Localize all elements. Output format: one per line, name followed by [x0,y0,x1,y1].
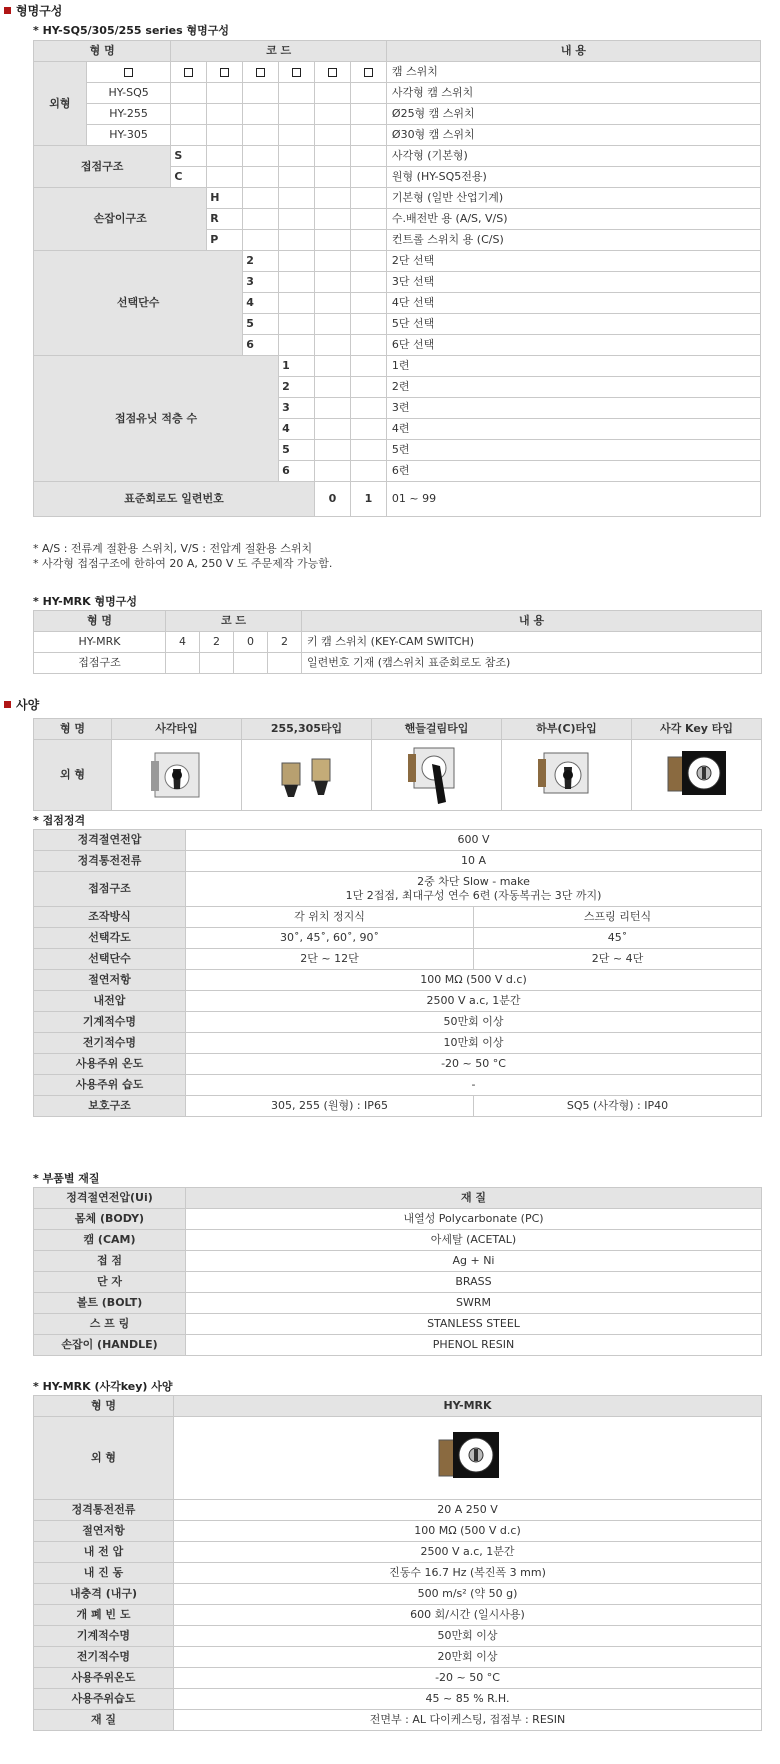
mrk-spec-label: 정격통전전류 [34,1500,174,1521]
type-row-label: 외 형 [34,740,112,811]
desc-cell: 사각형 캠 스위치 [386,83,760,104]
rating-label: 기계적수명 [34,1012,186,1033]
mrk-desc: 키 캠 스위치 (KEY-CAM SWITCH) [302,632,762,653]
desc-cell: Ø30형 캠 스위치 [386,125,760,146]
mrk-code-2: 2 [200,632,234,653]
rating-right: 스프링 리턴식 [474,907,762,928]
code-cell: C [171,167,207,188]
serial-code-0: 0 [315,482,351,517]
mrk-spec-value: 2500 V a.c, 1분간 [174,1542,762,1563]
rating-label: 선택각도 [34,928,186,949]
material-value: 아세탈 (ACETAL) [186,1230,762,1251]
materials-table [33,1187,762,1356]
rating-label: 보호구조 [34,1096,186,1117]
rating-left: 305, 255 (원형) : IP65 [186,1096,474,1117]
checkbox-4 [292,68,301,77]
desc-cell: 3단 선택 [386,272,760,293]
material-label: 몸체 (BODY) [34,1209,186,1230]
material-label: 캠 (CAM) [34,1230,186,1251]
code-cell: P [207,230,243,251]
rating-value: 100 MΩ (500 V d.c) [186,970,762,991]
materials-header-value: 재 질 [186,1188,762,1209]
rating-label: 전기적수명 [34,1033,186,1054]
mrk-spec-label: 전기적수명 [34,1647,174,1668]
mrk-spec-value: 50만회 이상 [174,1626,762,1647]
rating-right: SQ5 (사각형) : IP40 [474,1096,762,1117]
header-name: 형 명 [34,611,166,632]
mrk-contact-desc: 일련번호 기재 (캠스위치 표준회로도 참조) [302,653,762,674]
rating-left: 각 위치 정지식 [186,907,474,928]
materials-header-label: 정격절연전압(Ui) [34,1188,186,1209]
checkbox-1 [184,68,193,77]
mrk-naming-subtitle: * HY-MRK 형명구성 [33,595,137,608]
rating-table [33,829,762,1117]
code-cell: 2 [243,251,279,272]
header-code: 코 드 [166,611,302,632]
section-title-naming: 형명구성 [4,2,62,19]
rating-label: 선택단수 [34,949,186,970]
code-cell: H [207,188,243,209]
desc-cell: Ø25형 캠 스위치 [386,104,760,125]
code-cell: 3 [279,398,315,419]
mrk-spec-value: 600 회/시간 (일시사용) [174,1605,762,1626]
model-name: HY-SQ5 [86,83,171,104]
naming-subtitle: * HY-SQ5/305/255 series 형명구성 [33,24,229,37]
material-value: PHENOL RESIN [186,1335,762,1356]
desc-cell: 5단 선택 [386,314,760,335]
material-value: BRASS [186,1272,762,1293]
header-desc: 내 용 [302,611,762,632]
code-cell: 6 [279,461,315,482]
mrk-spec-value: 20 A 250 V [174,1500,762,1521]
type-header-round: 255,305타입 [242,719,372,740]
desc-cell: 2련 [386,377,760,398]
group-stages: 선택단수 [34,251,243,356]
checkbox-3 [256,68,265,77]
material-value: Ag + Ni [186,1251,762,1272]
code-cell: 4 [279,419,315,440]
rating-label: 내전압 [34,991,186,1012]
mrk-spec-subtitle: * HY-MRK (사각key) 사양 [33,1380,173,1393]
bottom-switch-icon [532,745,602,805]
rating-value: -20 ~ 50 °C [186,1054,762,1075]
mrk-spec-value: 전면부 : AL 다이케스팅, 접점부 : RESIN [174,1710,762,1731]
rating-value: 10 A [186,851,762,872]
model-name: HY-255 [86,104,171,125]
mrk-spec-label: 내 전 압 [34,1542,174,1563]
rating-label: 정격절연전압 [34,830,186,851]
serial-desc: 01 ~ 99 [386,482,760,517]
material-label: 손잡이 (HANDLE) [34,1335,186,1356]
checkbox-2 [220,68,229,77]
code-cell: 1 [279,356,315,377]
rating-value: 50만회 이상 [186,1012,762,1033]
rating-subtitle: * 접점정격 [33,814,86,827]
material-label: 접 점 [34,1251,186,1272]
key-switch-icon [433,1426,503,1490]
group-units: 접점유닛 적층 수 [34,356,279,482]
rating-right: 2단 ~ 4단 [474,949,762,970]
mrk-spec-label: 내충격 (내구) [34,1584,174,1605]
rating-label: 정격통전전류 [34,851,186,872]
desc-cell: 1련 [386,356,760,377]
desc-cell: 컨트롤 스위치 용 (C/S) [386,230,760,251]
materials-subtitle: * 부품별 재질 [33,1172,100,1185]
naming-table [33,40,761,517]
section-title-spec: 사양 [4,696,39,713]
mrk-exterior-label: 외 형 [34,1417,174,1500]
header-name: 형 명 [34,41,171,62]
rating-left: 30˚, 45˚, 60˚, 90˚ [186,928,474,949]
desc-cell: 3련 [386,398,760,419]
desc-cell: 기본형 (일반 산업기계) [386,188,760,209]
group-serial: 표준회로도 일련번호 [34,482,315,517]
material-label: 단 자 [34,1272,186,1293]
code-cell: 4 [243,293,279,314]
mrk-spec-value: 진동수 16.7 Hz (복진폭 3 mm) [174,1563,762,1584]
type-header-bottom: 하부(C)타입 [502,719,632,740]
rating-contact-line1: 2중 차단 Slow - make [417,875,530,888]
square-switch-icon [147,745,207,805]
checkbox-name [86,62,171,83]
desc-cell: 2단 선택 [386,251,760,272]
mrk-spec-label: 내 진 동 [34,1563,174,1584]
rating-label: 사용주위 온도 [34,1054,186,1075]
type-header-square: 사각타입 [112,719,242,740]
serial-code-1: 1 [350,482,386,517]
rating-value [186,872,762,907]
checkbox-6 [364,68,373,77]
group-contact: 접점구조 [34,146,171,188]
mrk-spec-label: 절연저항 [34,1521,174,1542]
type-header-handle: 핸들걸림타입 [372,719,502,740]
group-exterior: 외형 [34,62,87,146]
types-table [33,718,762,811]
mrk-code-1: 4 [166,632,200,653]
rating-right: 45˚ [474,928,762,949]
code-cell: 5 [279,440,315,461]
mrk-spec-value: 100 MΩ (500 V d.c) [174,1521,762,1542]
note-1: * A/S : 전류계 절환용 스위치, V/S : 전압계 절환용 스위치 [33,542,313,555]
group-handle: 손잡이구조 [34,188,207,251]
round-switches-icon [262,745,352,805]
note-2: * 사각형 접점구조에 한하여 20 A, 250 V 도 주문제작 가능함. [33,557,333,570]
header-desc: 내 용 [386,41,760,62]
rating-value: 2500 V a.c, 1분간 [186,991,762,1012]
type-header-name: 형 명 [34,719,112,740]
type-header-key: 사각 Key 타입 [632,719,762,740]
mrk-spec-header-value: HY-MRK [174,1396,762,1417]
mrk-naming-table [33,610,762,674]
rating-left: 2단 ~ 12단 [186,949,474,970]
rating-value: 600 V [186,830,762,851]
mrk-code-4: 2 [268,632,302,653]
desc-cell: 4련 [386,419,760,440]
material-value: SWRM [186,1293,762,1314]
desc-cell: 사각형 (기본형) [386,146,760,167]
key-switch-icon [662,745,732,805]
desc-cell: 4단 선택 [386,293,760,314]
mrk-spec-value: 20만회 이상 [174,1647,762,1668]
material-value: STANLESS STEEL [186,1314,762,1335]
code-cell: 6 [243,335,279,356]
material-label: 스 프 링 [34,1314,186,1335]
mrk-spec-label: 사용주위온도 [34,1668,174,1689]
rating-value: 10만회 이상 [186,1033,762,1054]
desc-cell: 수.배전반 용 (A/S, V/S) [386,209,760,230]
rating-label: 접점구조 [34,872,186,907]
desc-cell: 6련 [386,461,760,482]
handle-switch-icon [402,742,472,808]
mrk-spec-label: 기계적수명 [34,1626,174,1647]
code-cell: 2 [279,377,315,398]
checkbox-5 [328,68,337,77]
rating-value: - [186,1075,762,1096]
material-value: 내열성 Polycarbonate (PC) [186,1209,762,1230]
model-name: HY-305 [86,125,171,146]
mrk-spec-label: 개 폐 빈 도 [34,1605,174,1626]
mrk-spec-value: 45 ~ 85 % R.H. [174,1689,762,1710]
desc-cell: 5련 [386,440,760,461]
mrk-model: HY-MRK [34,632,166,653]
mrk-spec-table [33,1395,762,1731]
code-cell: S [171,146,207,167]
mrk-spec-header-label: 형 명 [34,1396,174,1417]
header-code: 코 드 [171,41,387,62]
code-cell: R [207,209,243,230]
material-label: 볼트 (BOLT) [34,1293,186,1314]
mrk-spec-value: -20 ~ 50 °C [174,1668,762,1689]
code-cell: 5 [243,314,279,335]
mrk-code-3: 0 [234,632,268,653]
desc-cell: 원형 (HY-SQ5전용) [386,167,760,188]
rating-label: 절연저항 [34,970,186,991]
mrk-spec-value: 500 m/s² (약 50 g) [174,1584,762,1605]
rating-contact-line2: 1단 2접점, 최대구성 연수 6련 (자동복귀는 3단 까지) [345,889,602,902]
desc-cell: 6단 선택 [386,335,760,356]
desc-cell: 캠 스위치 [386,62,760,83]
rating-label: 사용주위 습도 [34,1075,186,1096]
code-cell: 3 [243,272,279,293]
mrk-spec-label: 사용주위습도 [34,1689,174,1710]
mrk-spec-label: 재 질 [34,1710,174,1731]
rating-label: 조작방식 [34,907,186,928]
mrk-contact: 접점구조 [34,653,166,674]
